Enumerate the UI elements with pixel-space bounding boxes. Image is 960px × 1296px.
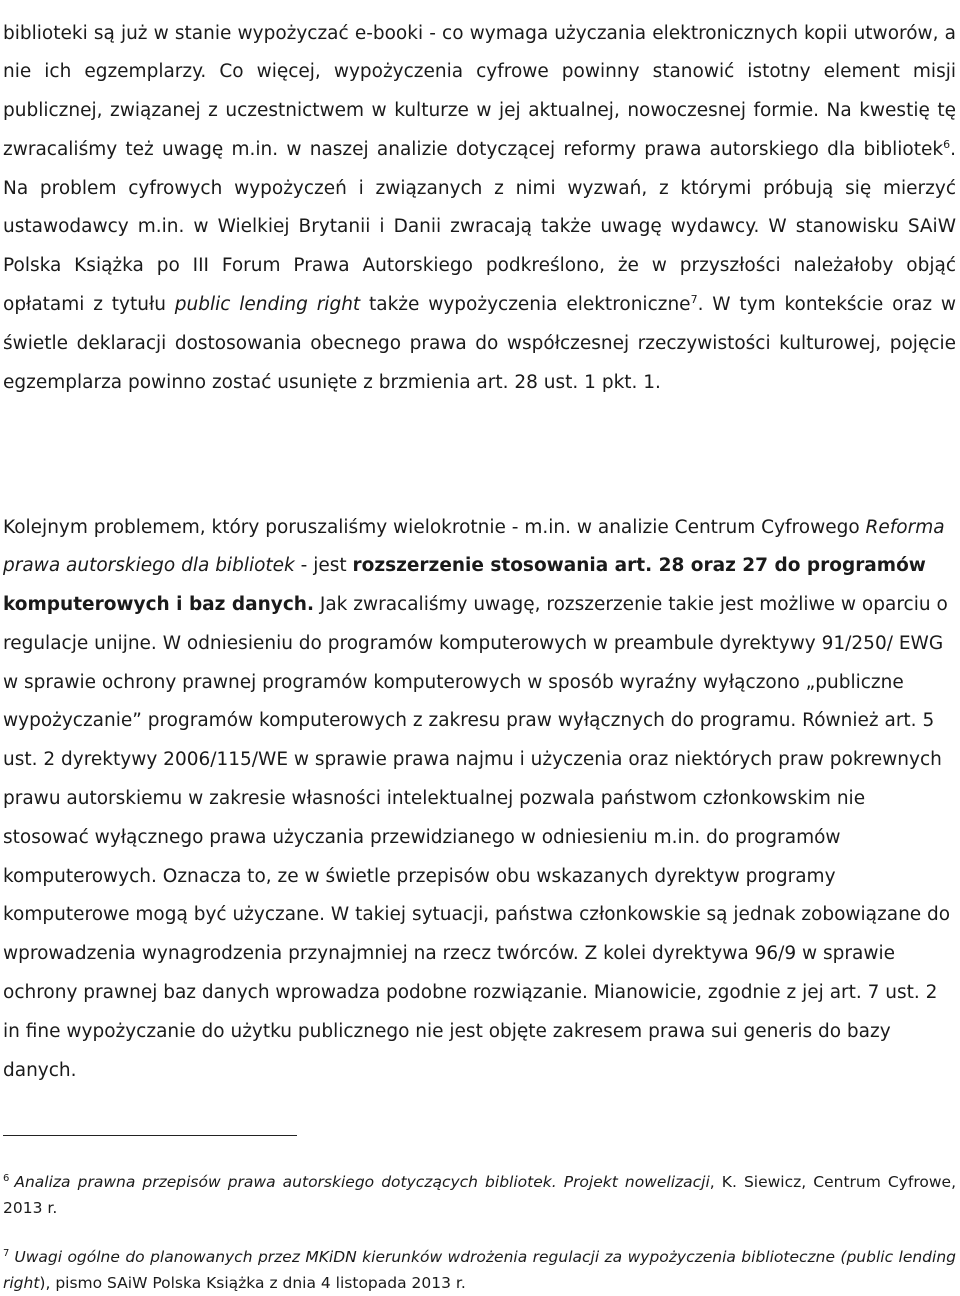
footnote-7 xyxy=(3,1244,956,1296)
paragraph-text: - jest xyxy=(294,555,353,577)
paragraph-text: także wypożyczenia elektroniczne xyxy=(360,294,691,316)
paragraph-text: biblioteki są już w stanie wypożyczać e-booki - co wymaga użyczania elektronicznych kopii utworów, a nie ich egzemplarzy. Co więcej, wypożyczenia cyfrowe powinny stanowić istotny element misji publicznej, związanej z uczestnictwem w kulturze w jej aktualnej, nowoczesnej formie. Na kwestię tę zwracaliśmy też uwagę m.in. w naszej analizie dotyczącej reformy prawa autorskiego dla bibliotek xyxy=(3,22,956,160)
footnote-title: Uwagi ogólne do planowanych przez MKiDN kierunków wdrożenia regulacji za wypożyczenia biblioteczne (public lending right xyxy=(3,1248,956,1292)
paragraph-text: . Na problem cyfrowych wypożyczeń i związanych z nimi wyzwań, z którymi próbują się mierzyć ustawodawcy m.in. w Wielkiej Brytanii i Danii zwracają także uwagę wydawcy. W stanowisku SAiW Polska Książka po III Forum Prawa Autorskiego podkreślono, że w przyszłości należałoby objąć opłatami z tytułu xyxy=(3,138,956,316)
footnote-title: Analiza prawna przepisów prawa autorskiego dotyczących bibliotek. Projekt nowelizacji xyxy=(14,1173,710,1191)
paragraph-text: . W tym kontekście oraz w świetle deklaracji dostosowania obecnego prawa do współczesnej rzeczywistości kulturowej, pojęcie egzemplarza powinno zostać usunięte z brzmienia art. 28 ust. 1 pkt. 1. xyxy=(3,294,956,393)
paragraph-software-databases xyxy=(3,509,956,1091)
footnote-number: 6 xyxy=(3,1172,10,1184)
footnote-6 xyxy=(3,1169,956,1221)
paragraph-text: Kolejnym problemem, który poruszaliśmy wielokrotnie - m.in. w analizie Centrum Cyfrowego xyxy=(3,516,866,538)
paragraph-digital-lending xyxy=(3,15,956,403)
emphasis-text: public lending right xyxy=(174,294,361,316)
footnote-text: , K. Siewicz, Centrum Cyfrowe, 2013 r. xyxy=(3,1173,956,1217)
footnote-number: 7 xyxy=(3,1247,10,1259)
paragraph-text: Jak zwracaliśmy uwagę, rozszerzenie takie jest możliwe w oparciu o regulacje unijne. W odniesieniu do programów komputerowych w preambule dyrektywy 91/250/ EWG w sprawie ochrony prawnej programów komputerowych w sposób wyraźny wyłączono „publiczne wypożyczanie” programów komputerowych z zakresu praw wyłącznych do programu. Również art. 5 ust. 2 dyrektywy 2006/115/WE w sprawie prawa najmu i użyczenia oraz niektórych praw pokrewnych prawu autorskiemu w zakresie własności intelektualnej pozwala państwom członkowskim nie stosować wyłącznego prawa użyczania przewidzianego w odniesieniu m.in. do programów komputerowych. Oznacza to, ze w świetle przepisów obu wskazanych dyrektyw programy komputerowe mogą być użyczane. W takiej sytuacji, państwa członkowskie są jednak zobowiązane do wprowadzenia wynagrodzenia przynajmniej na rzecz twórców. Z kolei dyrektywa 96/9 w sprawie ochrony prawnej baz danych wprowadza podobne rozwiązanie. Mianowicie, zgodnie z jej art. 7 ust. 2 in fine wypożyczanie do użytku publicznego nie jest objęte zakresem prawa sui generis do bazy danych. xyxy=(3,594,951,1081)
emphasis-text: Reforma prawa autorskiego dla bibliotek xyxy=(3,516,945,577)
bold-text: rozszerzenie stosowania art. 28 oraz 27 do programów komputerowych i baz danych. xyxy=(3,555,926,616)
footnote-separator xyxy=(3,1135,297,1136)
footnote-text: ), pismo SAiW Polska Książka z dnia 4 listopada 2013 r. xyxy=(39,1274,466,1292)
footnote-ref-6[interactable]: 6 xyxy=(943,137,951,151)
footnote-ref-7[interactable]: 7 xyxy=(690,292,698,306)
